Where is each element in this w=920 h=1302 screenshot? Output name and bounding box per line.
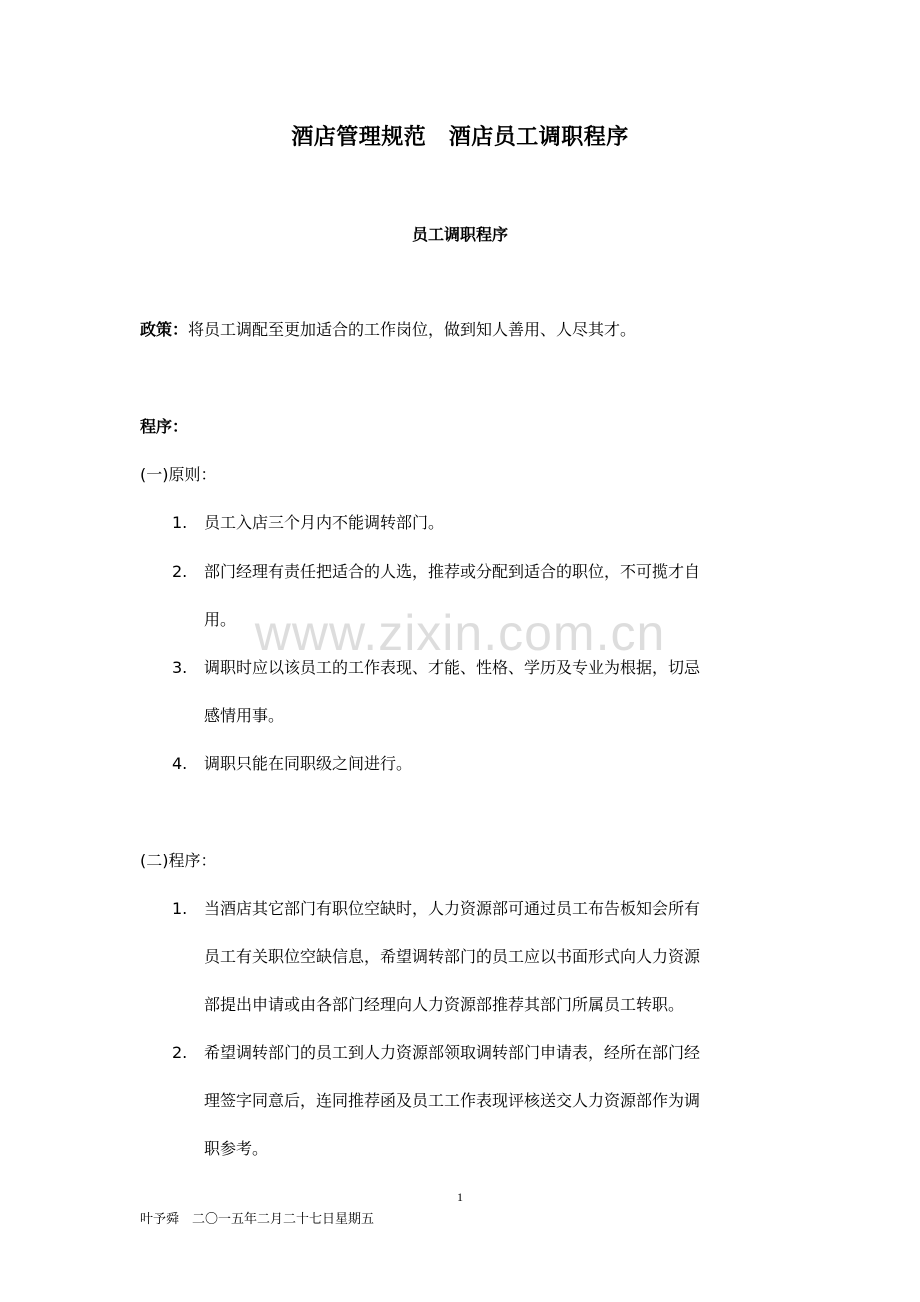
section2-item-2-line-3: 职参考。 xyxy=(204,1139,269,1158)
document-subtitle: 员工调职程序 xyxy=(411,225,508,244)
watermark: www.zixin.com.cn xyxy=(254,605,666,661)
footer-text: 叶予舜 二〇一五年二月二十七日星期五 xyxy=(140,1212,375,1227)
section1-item-2-line-2: 用。 xyxy=(204,610,237,629)
section2-item-1-line-1: 当酒店其它部门有职位空缺时，人力资源部可通过员工布告板知会所有 xyxy=(204,899,701,918)
policy-label: 政策： xyxy=(140,320,189,339)
section1-item-4-number: 4. xyxy=(172,754,188,773)
section2-item-2-line-1: 希望调转部门的员工到人力资源部领取调转部门申请表，经所在部门经 xyxy=(204,1043,701,1062)
procedure-heading: 程序： xyxy=(140,417,189,436)
section1-item-1-line-1: 员工入店三个月内不能调转部门。 xyxy=(204,513,445,532)
policy-text: 将员工调配至更加适合的工作岗位，做到知人善用、人尽其才。 xyxy=(188,320,637,339)
section2-heading: (二)程序： xyxy=(140,851,217,870)
policy-paragraph xyxy=(140,319,636,341)
section2-item-1-number: 1. xyxy=(172,899,188,918)
section1-item-3-line-2: 感情用事。 xyxy=(204,706,285,725)
section2-item-2-line-2: 理签字同意后，连同推荐函及员工工作表现评核送交人力资源部作为调 xyxy=(204,1091,701,1110)
document-title: 酒店管理规范 酒店员工调职程序 xyxy=(291,125,629,150)
section1-item-2-number: 2. xyxy=(172,562,188,581)
section1-heading: (一)原则： xyxy=(140,465,217,484)
section2-item-1-line-3: 部提出申请或由各部门经理向人力资源部推荐其部门所属员工转职。 xyxy=(204,995,685,1014)
section1-item-1-number: 1. xyxy=(172,513,188,532)
page-number: 1 xyxy=(457,1190,463,1204)
section2-item-2-number: 2. xyxy=(172,1043,188,1062)
section1-item-3-line-1: 调职时应以该员工的工作表现、才能、性格、学历及专业为根据，切忌 xyxy=(204,658,701,677)
section1-item-3-number: 3. xyxy=(172,658,188,677)
section1-item-4-line-1: 调职只能在同职级之间进行。 xyxy=(204,754,413,773)
section1-item-2-line-1: 部门经理有责任把适合的人选，推荐或分配到适合的职位，不可揽才自 xyxy=(204,562,701,581)
section2-item-1-line-2: 员工有关职位空缺信息，希望调转部门的员工应以书面形式向人力资源 xyxy=(204,947,701,966)
